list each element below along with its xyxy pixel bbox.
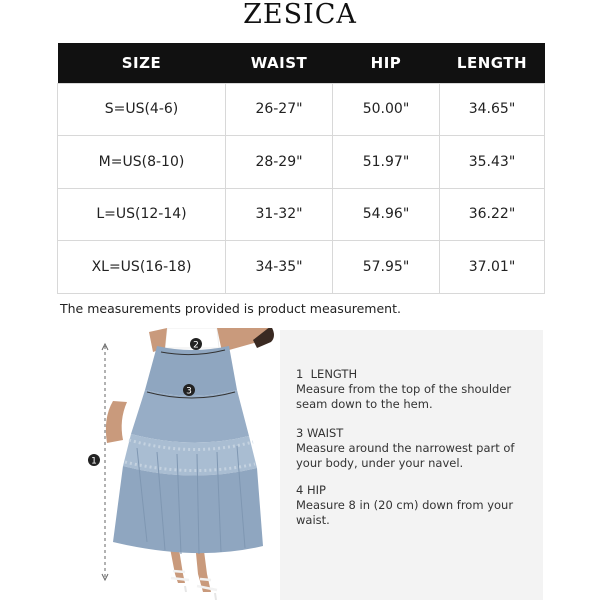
table-row	[58, 83, 545, 136]
skirt-illustration	[57, 328, 287, 600]
guide-text: Measure from the top of the shoulder seam down to the hem.	[296, 382, 512, 411]
marker-hip-label: 3	[186, 386, 192, 397]
cell-hip: 57.95"	[333, 241, 440, 294]
header-size: SIZE	[58, 43, 226, 83]
cell-waist: 31-32"	[226, 188, 333, 241]
guide-number: 4	[296, 483, 304, 497]
marker-waist	[190, 338, 202, 351]
marker-length-label: 1	[91, 456, 97, 467]
measurement-note: The measurements provided is product measurement.	[60, 301, 401, 316]
guide-title: LENGTH	[310, 367, 358, 381]
marker-waist-label: 2	[193, 340, 199, 351]
cell-waist: 28-29"	[226, 136, 333, 189]
cell-waist: 34-35"	[226, 241, 333, 294]
marker-length	[88, 454, 100, 467]
guide-number: 1	[296, 367, 304, 381]
guide-title: WAIST	[306, 426, 344, 440]
header-length: LENGTH	[440, 43, 545, 83]
header-waist: WAIST	[226, 43, 333, 83]
cell-size: S=US(4-6)	[58, 83, 226, 136]
table-row	[58, 188, 545, 241]
skirt	[106, 346, 263, 554]
cell-size: M=US(8-10)	[58, 136, 226, 189]
skirt-model-image	[57, 328, 287, 600]
guide-title: HIP	[306, 483, 326, 497]
cell-length: 35.43"	[440, 136, 545, 189]
guide-text: Measure 8 in (20 cm) down from your waist.	[296, 498, 514, 527]
guide-item-hip	[296, 483, 541, 528]
cell-waist: 26-27"	[226, 83, 333, 136]
table-header-row	[58, 43, 545, 83]
table-row	[58, 241, 545, 294]
measurement-guide-panel	[280, 330, 543, 600]
guide-item-length	[296, 367, 541, 412]
brand-logo: ZESICA	[243, 0, 357, 30]
guide-text: Measure around the narrowest part of your body, under your navel.	[296, 441, 515, 470]
guide-item-waist	[296, 426, 541, 471]
cell-size: XL=US(16-18)	[58, 241, 226, 294]
guide-number: 3	[296, 426, 304, 440]
cell-hip: 51.97"	[333, 136, 440, 189]
size-chart-table	[57, 43, 545, 294]
cell-length: 36.22"	[440, 188, 545, 241]
cell-length: 34.65"	[440, 83, 545, 136]
cell-hip: 50.00"	[333, 83, 440, 136]
cell-length: 37.01"	[440, 241, 545, 294]
cell-size: L=US(12-14)	[58, 188, 226, 241]
cell-hip: 54.96"	[333, 188, 440, 241]
header-hip: HIP	[333, 43, 440, 83]
table-row	[58, 136, 545, 189]
